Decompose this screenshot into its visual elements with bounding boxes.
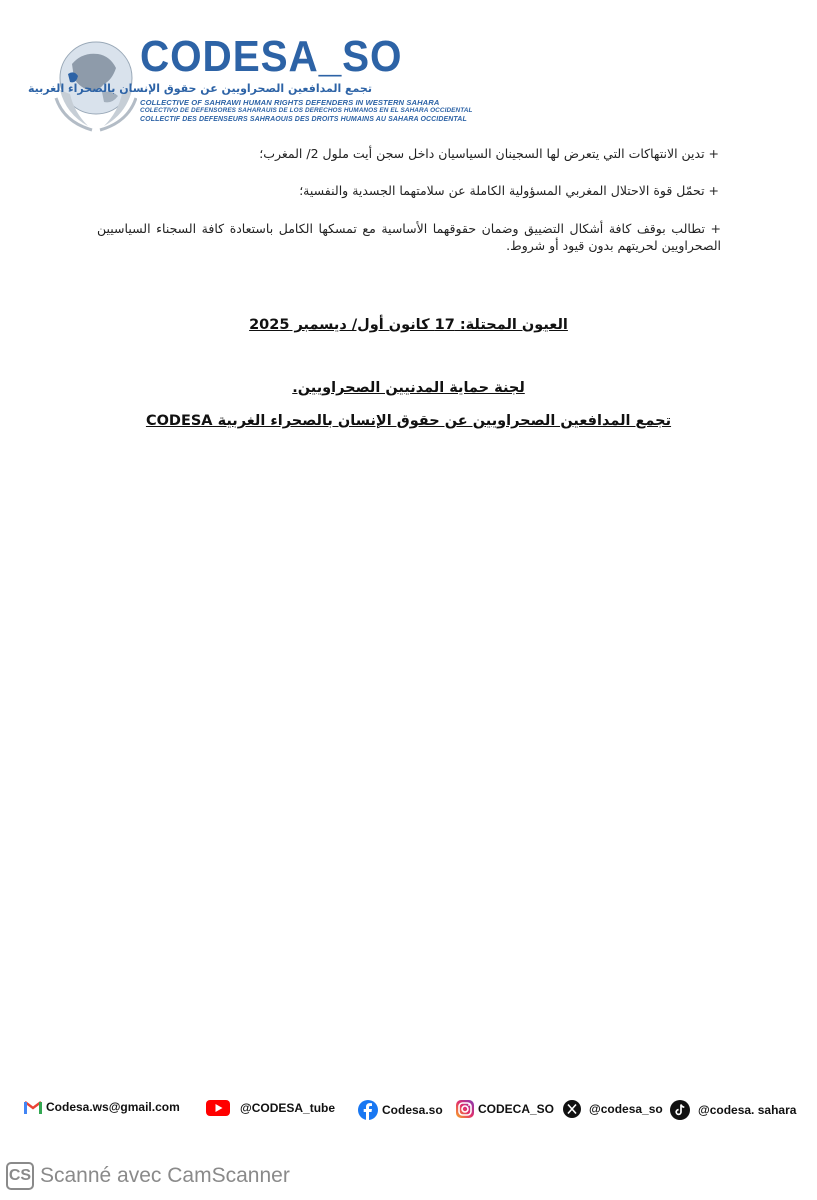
statement-item-1: + تدين الانتهاكات التي يتعرض لها السجينان السياسيان داخل سجن أيت ملول 2/ المغرب؛: [259, 146, 719, 161]
statement-item-2: + تحمّل قوة الاحتلال المغربي المسؤولية الكاملة عن سلامتهما الجسدية والنفسية؛: [299, 183, 719, 198]
footer-email[interactable]: [24, 1100, 180, 1114]
instagram-icon: [456, 1100, 474, 1118]
codesa-logo: [27, 32, 473, 134]
x-icon: [563, 1100, 581, 1118]
logo-arabic-name: تجمع المدافعين الصحراويين عن حقوق الإنسان بالصحراء الغربية: [27, 82, 372, 95]
youtube-icon: [206, 1100, 230, 1116]
logo-line-french: COLLECTIF DES DEFENSEURS SAHRAOUIS DES DROITS HUMAINS AU SAHARA OCCIDENTAL: [140, 116, 467, 123]
footer-tiktok[interactable]: [670, 1100, 796, 1120]
logo-line-spanish: COLECTIVO DE DEFENSORES SAHARAUIS DE LOS DERECHOS HUMANOS EN EL SAHARA OCCIDENTAL: [140, 107, 473, 114]
logo-line-english: COLLECTIVE OF SAHRAWI HUMAN RIGHTS DEFENDERS IN WESTERN SAHARA: [140, 98, 440, 107]
statement-item-3: + تطالب بوقف كافة أشكال التضييق وضمان حقوقهما الأساسية مع تمسكها الكامل باستعادة كافة السجناء السياسيين الصحراويين لحريتهم بدون قيود أو شروط.: [97, 221, 721, 253]
camscanner-text: Scanné avec CamScanner: [40, 1164, 290, 1187]
footer-facebook-text: Codesa.so: [382, 1103, 443, 1117]
signature-codesa: تجمع المدافعين الصحراويين عن حقوق الإنسان بالصحراء الغربية CODESA: [145, 413, 672, 429]
footer-instagram[interactable]: [456, 1100, 554, 1118]
facebook-icon: [358, 1100, 378, 1120]
footer-tiktok-text: @codesa. sahara: [698, 1103, 797, 1117]
footer-facebook[interactable]: [358, 1100, 443, 1120]
camscanner-watermark: [6, 1162, 290, 1190]
footer-email-text: Codesa.ws@gmail.com: [46, 1100, 180, 1114]
date-line: العيون المحتلة: 17 كانون أول/ ديسمبر 2025: [249, 317, 568, 333]
signature-committee: لجنة حماية المدنيين الصحراويين.: [292, 380, 525, 396]
tiktok-icon: [670, 1100, 690, 1120]
footer-x-text: @codesa_so: [589, 1102, 663, 1116]
camscanner-icon: CS: [6, 1162, 34, 1190]
contact-footer: [24, 1100, 804, 1120]
footer-x[interactable]: [563, 1100, 663, 1118]
gmail-icon: [24, 1101, 42, 1114]
footer-youtube[interactable]: [206, 1100, 335, 1116]
footer-instagram-text: CODECA_SO: [478, 1102, 555, 1116]
logo-title: CODESA_SO: [140, 32, 403, 81]
footer-youtube-text: @CODESA_tube: [240, 1101, 336, 1115]
